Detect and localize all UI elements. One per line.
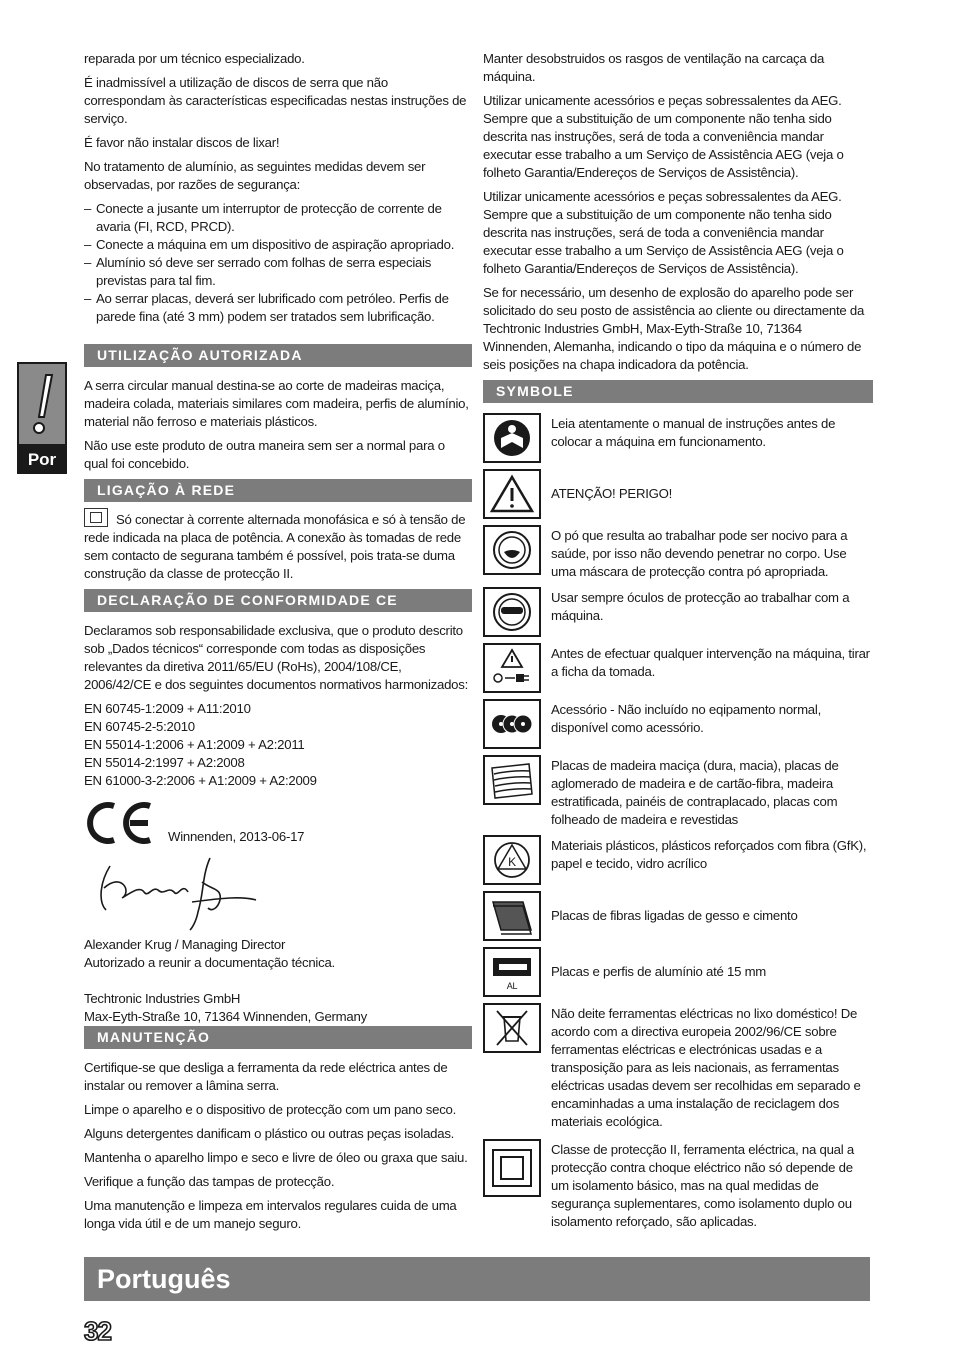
symbol-text: O pó que resulta ao trabalhar pode ser nocivo para a saúde, por isso não devendo penetrar no corpo. Use uma máscara de protecção contra pó apropriada. — [551, 528, 848, 579]
safety-goggles-icon — [483, 587, 541, 637]
maintenance-paragraph: Verifique a função das tampas de protecção. — [84, 1174, 335, 1189]
symbol-row — [483, 643, 873, 693]
symbol-row — [483, 699, 873, 749]
section-heading-ce: DECLARAÇÃO DE CONFORMIDADE CE — [84, 589, 472, 612]
handwritten-signature — [92, 852, 262, 932]
section-heading-usage: UTILIZAÇÃO AUTORIZADA — [84, 344, 472, 367]
read-manual-icon — [483, 413, 541, 463]
accessory-blades-icon — [483, 699, 541, 749]
symbol-row — [483, 587, 873, 637]
language-side-tab — [17, 362, 67, 474]
right-column — [483, 50, 873, 1237]
signer: Alexander Krug / Managing Director — [84, 937, 286, 952]
dust-mask-icon — [483, 525, 541, 575]
symbol-text: Antes de efectuar qualquer intervenção na máquina, tirar a ficha da tomada. — [551, 646, 870, 679]
al-label: AL — [506, 981, 518, 991]
usage-paragraph: Não use este produto de outra maneira sem ser a normal para o qual foi concebido. — [84, 438, 445, 471]
mains-paragraph — [84, 508, 472, 583]
gypsum-boards-icon — [483, 891, 541, 941]
list-item: – Conecte a máquina em um dispositivo de aspiração apropriado. — [84, 236, 472, 254]
service-paragraph: Utilizar unicamente acessórios e peças sobressalentes da AEG. Sempre que a substituição de um componente não tenha sido descrita nas instruções, será de toda a conveniência mandar executar esse trabalho a um Serviço de Assistência AEG (veja o folheto Garantia/Endereços de Serviços de Assistência). — [483, 189, 844, 276]
maintenance-paragraph: Mantenha o aparelho limpo e seco e livre de óleo ou graxa que saiu. — [84, 1150, 468, 1165]
wood-boards-icon — [483, 755, 541, 805]
language-footer-bar: Português — [84, 1257, 870, 1301]
unplug-icon — [483, 643, 541, 693]
standards-list — [84, 700, 472, 790]
intro-paragraph: É inadmissível a utilização de discos de serra que não correspondam às características especificadas nestas instruções de serviço. — [84, 75, 467, 126]
symbol-row — [483, 1139, 873, 1231]
left-column — [84, 50, 472, 1239]
plastics-icon — [483, 835, 541, 885]
ce-declaration-text: Declaramos sob responsabilidade exclusiva, que o produto descrito sob „Dados técnicos“ corresponde com todas as disposições relevantes da diretiva 2011/65/EU (RoHs), 2004/108/CE, 2006/42/CE e dos seguintes documentos normativos harmonizados: — [84, 623, 469, 692]
ce-mark-row — [84, 800, 472, 846]
symbol-text: Placas de madeira maciça (dura, macia), placas de aglomerado de madeira e de cartão-fibra, madeira estratificada, painéis de contraplacado, placas com folheado de madeira e revestidas — [551, 758, 839, 827]
warning-triangle-icon — [483, 469, 541, 519]
maintenance-paragraph: Uma manutenção e limpeza em intervalos regulares cuida de uma longa vida útil e de um manejo seguro. — [84, 1198, 457, 1231]
side-tab-label: Por — [17, 446, 67, 474]
symbol-row — [483, 1003, 873, 1131]
symbol-row — [483, 469, 873, 519]
intro-paragraph: No tratamento de alumínio, as seguintes medidas devem ser observadas, por razões de segurança: — [84, 159, 426, 192]
symbol-row — [483, 525, 873, 581]
protection-class-2-icon — [483, 1139, 541, 1197]
maintenance-paragraph: Limpe o aparelho e o dispositivo de protecção com um pano seco. — [84, 1102, 457, 1117]
symbol-row — [483, 947, 873, 997]
symbol-text: Placas de fibras ligadas de gesso e cimento — [551, 908, 798, 923]
service-paragraph: Manter desobstruidos os rasgos de ventilação na carcaça da máquina. — [483, 51, 825, 84]
symbol-row — [483, 413, 873, 463]
intro-paragraph: reparada por um técnico especializado. — [84, 51, 305, 66]
standard-item: EN 55014-2:1997 + A2:2008 — [84, 755, 245, 770]
symbol-text: Classe de protecção II, ferramenta eléctrica, na qual a protecção contra choque eléctrico não só depende de um isolamento básico, mas na qual medidas de segurança suplementares, como isolamento duplo ou isolamento reforçado, são aplicadas. — [551, 1142, 854, 1229]
ce-mark-icon — [84, 800, 154, 846]
maintenance-paragraph: Certifique-se que desliga a ferramenta da rede eléctrica antes de instalar ou remover a lâmina serra. — [84, 1060, 448, 1093]
usage-paragraph: A serra circular manual destina-se ao corte de madeiras maciça, madeira colada, materiais similares com madeira, perfis de alumínio, material não ferroso e materiais plásticos. — [84, 378, 469, 429]
section-heading-symbols: SYMBOLE — [483, 380, 873, 403]
standard-item: EN 61000-3-2:2006 + A1:2009 + A2:2009 — [84, 773, 317, 788]
page-number: 32 — [84, 1316, 111, 1346]
symbol-text: Leia atentamente o manual de instruções antes de colocar a máquina em funcionamento. — [551, 416, 836, 449]
standard-item: EN 55014-1:2006 + A1:2009 + A2:2011 — [84, 737, 305, 752]
symbol-text: Acessório - Não incluído no eqipamento normal, disponível como acessório. — [551, 702, 821, 735]
aluminium-measures-list — [84, 200, 472, 326]
weee-bin-icon — [483, 1003, 541, 1053]
service-paragraph: Utilizar unicamente acessórios e peças sobressalentes da AEG. Sempre que a substituição de um componente não tenha sido descrita nas instruções, será de toda a conveniência mandar executar esse trabalho a um Serviço de Assistência AEG (veja o folheto Garantia/Endereços de Serviços de Assistência). — [483, 93, 844, 180]
maintenance-paragraph: Alguns detergentes danificam o plástico ou outras peças isoladas. — [84, 1126, 455, 1141]
symbol-text: Placas e perfis de alumínio até 15 mm — [551, 964, 767, 979]
symbol-row — [483, 755, 873, 829]
symbol-text: Materiais plásticos, plásticos reforçados com fibra (GfK), papel e tecido, vidro acrílico — [551, 838, 867, 871]
list-item: – Conecte a jusante um interruptor de protecção de corrente de avaria (FI, RCD, PRCD). — [84, 200, 472, 236]
symbol-row — [483, 835, 873, 885]
authorized-text: Autorizado a reunir a documentação técnica. — [84, 955, 335, 970]
company-address: Max-Eyth-Straße 10, 71364 Winnenden, Germany — [84, 1009, 367, 1024]
mains-text: Só conectar à corrente alternada monofásica e só à tensão de rede indicada na placa de potência. A conexão às tomadas de rede sem contacto de segurana também é possível, pois trata-se duma construção da classe de protecção II. — [84, 512, 466, 581]
intro-paragraph: É favor não instalar discos de lixar! — [84, 135, 280, 150]
place-date: Winnenden, 2013-06-17 — [168, 829, 305, 844]
standard-item: EN 60745-1:2009 + A11:2010 — [84, 701, 251, 716]
standard-item: EN 60745-2-5:2010 — [84, 719, 195, 734]
warning-exclamation-icon — [17, 362, 67, 446]
symbol-text: Usar sempre óculos de protecção ao trabalhar com a máquina. — [551, 590, 850, 623]
service-paragraph: Se for necessário, um desenho de explosão do aparelho pode ser solicitado do seu posto de assistência ao cliente ou directamente da Techtronic Industries GmbH, Max-Eyth-Straße 10, 71364 Winnenden, Alemanha, indicando o tipo da máquina e o número de seis posições na chapa indicadora da potência. — [483, 285, 865, 372]
aluminium-profile-icon — [483, 947, 541, 997]
symbol-row — [483, 891, 873, 941]
list-item: – Ao serrar placas, deverá ser lubrificado com petróleo. Perfis de parede fina (até 3 mm) podem ser tratados sem lubrificação. — [84, 290, 472, 326]
protection-class-2-icon — [84, 508, 108, 527]
company-name: Techtronic Industries GmbH — [84, 991, 241, 1006]
section-heading-mains: LIGAÇÃO À REDE — [84, 479, 472, 502]
svg-text:K: K — [508, 855, 516, 869]
section-heading-maintenance: MANUTENÇÃO — [84, 1026, 472, 1049]
symbol-text: ATENÇÃO! PERIGO! — [551, 486, 673, 501]
symbol-text: Não deite ferramentas eléctricas no lixo doméstico! De acordo com a directiva europeia 2002/96/CE sobre ferramentas eléctricas e electrónicas usadas e a transposição para as leis nacionais, as ferramentas eléctricas usadas devem ser recolhidas em separado e encaminhadas a uma instalação de reciclagem dos materiais ecológica. — [551, 1006, 861, 1129]
list-item: – Alumínio só deve ser serrado com folhas de serra especiais previstas para tal fim. — [84, 254, 472, 290]
